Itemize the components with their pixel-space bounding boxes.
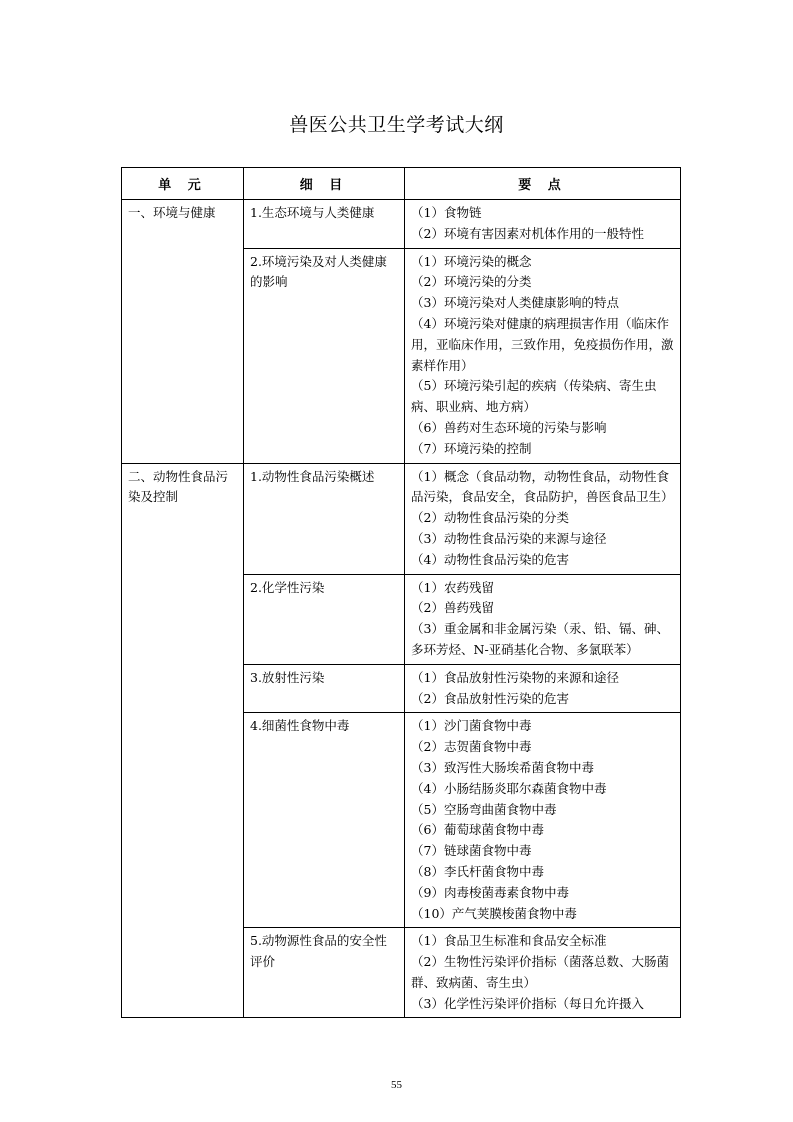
point-text: （1）农药残留 <box>411 579 494 595</box>
item-cell <box>244 664 405 713</box>
point-text: （2）生物性污染评价指标（菌落总数、大肠菌群、致病菌、寄生虫） <box>411 954 669 990</box>
header-unit: 单 元 <box>122 168 244 200</box>
table-row <box>122 463 681 574</box>
points-cell <box>405 664 681 713</box>
point-text: （8）李氏杆菌食物中毒 <box>411 863 544 879</box>
point-text: （5）环境污染引起的疾病（传染病、寄生虫病、职业病、地方病） <box>411 378 657 415</box>
item-cell <box>244 248 405 463</box>
page-title: 兽医公共卫生学考试大纲 <box>289 114 504 136</box>
points-cell <box>405 200 681 249</box>
point-text: （7）环境污染的控制 <box>411 440 532 456</box>
point-text: （4）环境污染对健康的病理损害作用（临床作用，亚临床作用，三致作用，免疫损伤作用，激素样作用） <box>411 315 674 373</box>
unit-cell <box>122 463 244 1018</box>
syllabus-table <box>121 167 681 1018</box>
item-label: 3.放射性污染 <box>250 669 325 685</box>
point-text: （4）动物性食品污染的危害 <box>411 551 569 567</box>
page-number: 55 <box>391 1079 402 1091</box>
table-header-row <box>122 168 681 200</box>
points-cell <box>405 574 681 664</box>
header-item: 细 目 <box>244 168 405 200</box>
unit-label: 二、动物性食品污染及控制 <box>128 468 229 505</box>
point-text: （1）环境污染的概念 <box>411 253 532 269</box>
unit-label: 一、环境与健康 <box>128 205 216 220</box>
point-text: （1）沙门菌食物中毒 <box>411 718 532 734</box>
point-text: （2）环境污染的分类 <box>411 274 532 290</box>
point-text: （10）产气荚膜梭菌食物中毒 <box>411 905 577 921</box>
points-cell <box>405 928 681 1018</box>
point-text: （5）空肠弯曲菌食物中毒 <box>411 801 557 817</box>
point-text: （2）食品放射性污染的危害 <box>411 690 569 706</box>
points-cell <box>405 248 681 463</box>
point-text: （4）小肠结肠炎耶尔森菌食物中毒 <box>411 780 607 796</box>
item-label: 4.细菌性食物中毒 <box>250 718 350 734</box>
point-text: （6）兽药对生态环境的污染与影响 <box>411 419 607 435</box>
point-text: （7）链球菌食物中毒 <box>411 843 532 859</box>
item-cell <box>244 928 405 1018</box>
point-text: （1）食品放射性污染物的来源和途径 <box>411 669 619 685</box>
point-text: （3）化学性污染评价指标（每日允许摄入 <box>411 995 644 1011</box>
point-text: （9）肉毒梭菌毒素食物中毒 <box>411 884 569 900</box>
point-text: （2）志贺菌食物中毒 <box>411 739 532 755</box>
item-label: 5.动物源性食品的安全性评价 <box>250 933 387 970</box>
item-cell <box>244 200 405 249</box>
unit-cell <box>122 200 244 464</box>
item-label: 1.动物性食品污染概述 <box>250 468 375 484</box>
point-text: （1）食物链 <box>411 205 482 220</box>
point-text: （3）动物性食品污染的来源与途径 <box>411 530 607 546</box>
table-row <box>122 200 681 249</box>
point-text: （2）动物性食品污染的分类 <box>411 510 569 526</box>
item-cell <box>244 574 405 664</box>
point-text: （6）葡萄球菌食物中毒 <box>411 822 544 838</box>
item-label: 1.生态环境与人类健康 <box>250 205 375 220</box>
item-label: 2.环境污染及对人类健康的影响 <box>250 253 387 290</box>
item-cell <box>244 713 405 928</box>
point-text: （1）概念（食品动物，动物性食品，动物性食品污染，食品安全，食品防护，兽医食品卫生） <box>411 468 674 505</box>
points-cell <box>405 713 681 928</box>
points-cell <box>405 463 681 574</box>
header-points: 要 点 <box>405 168 681 200</box>
point-text: （2）环境有害因素对机体作用的一般特性 <box>411 225 644 241</box>
point-text: （2）兽药残留 <box>411 600 494 616</box>
point-text: （1）食品卫生标准和食品安全标准 <box>411 933 607 949</box>
point-text: （3）致泻性大肠埃希菌食物中毒 <box>411 759 594 775</box>
point-text: （3）环境污染对人类健康影响的特点 <box>411 295 619 311</box>
item-cell <box>244 463 405 574</box>
point-text: （3）重金属和非金属污染（汞、铅、镉、砷、多环芳烃、N-亚硝基化合物、多氯联苯） <box>411 621 669 657</box>
item-label: 2.化学性污染 <box>250 579 325 595</box>
